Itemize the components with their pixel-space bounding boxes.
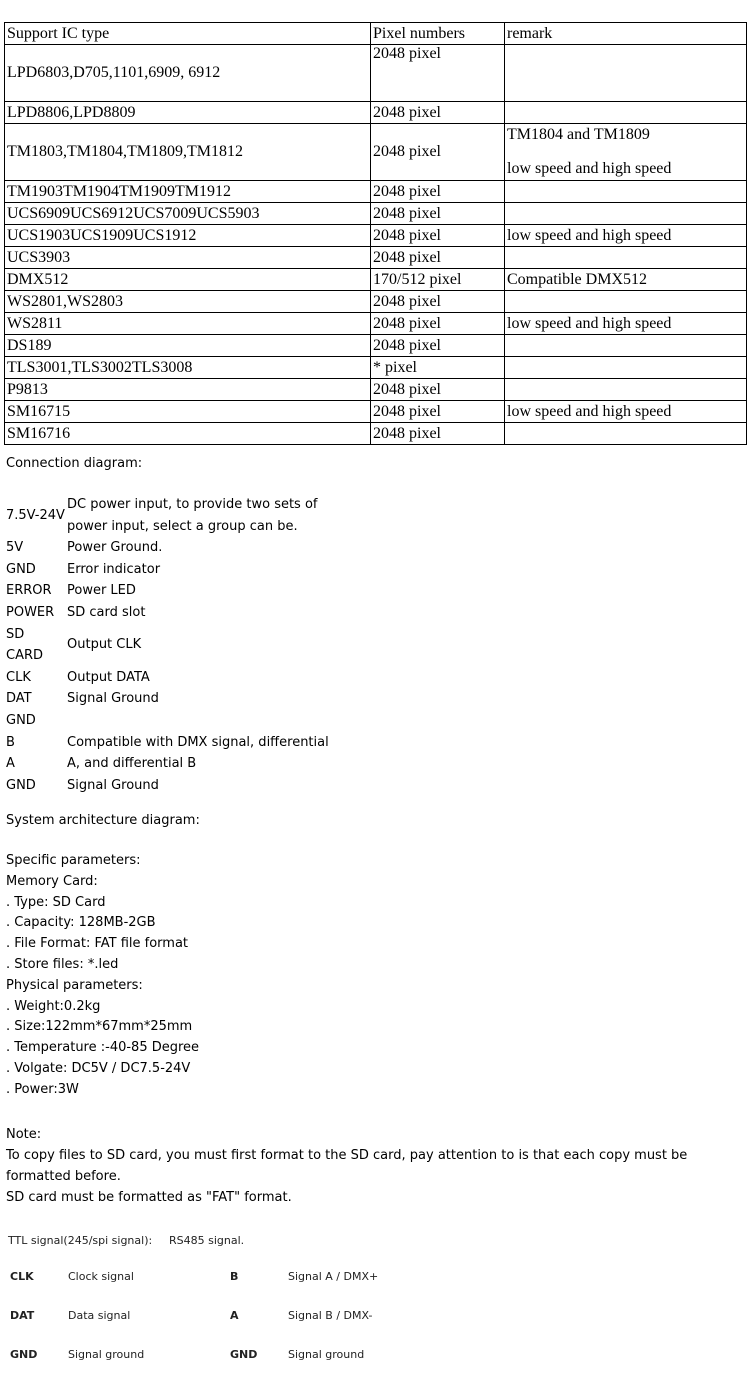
ic-support-table [4, 22, 747, 445]
pixels-cell: 2048 pixel [371, 379, 505, 401]
params-line: . Type: SD Card [6, 894, 106, 910]
connection-key: B [6, 734, 15, 750]
connection-desc: SD card slot [67, 604, 146, 620]
connection-key: ERROR [6, 583, 52, 599]
note-section [6, 1124, 726, 1208]
ic-cell: WS2801,WS2803 [5, 291, 371, 313]
params-line: . Store files: *.led [6, 956, 119, 972]
ic-cell: LPD6803,D705,1101,6909, 6912 [5, 45, 371, 102]
signal-key: CLK [10, 1270, 34, 1283]
pixels-cell: 2048 pixel [371, 401, 505, 423]
params-heading: Specific parameters: [6, 853, 141, 868]
remark-cell [505, 379, 747, 401]
connection-row [6, 537, 329, 559]
connection-desc: Compatible with DMX signal, differential [67, 734, 329, 750]
table-row [5, 181, 747, 203]
table-row [5, 124, 747, 181]
connection-row-sd-card [6, 624, 329, 667]
ic-cell: TM1903TM1904TM1909TM1912 [5, 181, 371, 203]
ic-cell: LPD8806,LPD8809 [5, 102, 371, 124]
signal-key: DAT [10, 1309, 35, 1322]
remark-cell: low speed and high speed [505, 225, 747, 247]
params-line: . Capacity: 128MB-2GB [6, 915, 156, 931]
note-title: Note: [6, 1127, 42, 1142]
pixels-cell: 170/512 pixel [371, 269, 505, 291]
signal-desc: Signal ground [68, 1348, 145, 1361]
connection-row-power-input [6, 494, 329, 537]
signal-key: B [230, 1270, 239, 1283]
table-row [5, 313, 747, 335]
remark-cell [505, 45, 747, 102]
ic-cell: SM16715 [5, 401, 371, 423]
table-row [5, 203, 747, 225]
params-line: . Temperature :-40-85 Degree [6, 1040, 200, 1056]
params-line: . Weight:0.2kg [6, 998, 101, 1014]
remark-cell [505, 124, 747, 181]
connection-desc-line-1: DC power input, to provide two sets of [67, 497, 318, 512]
remark-line-2: low speed and high speed [507, 160, 672, 177]
connection-key: GND [6, 777, 36, 793]
remark-cell [505, 247, 747, 269]
connection-key: CARD [6, 648, 44, 664]
connection-row [6, 775, 329, 797]
note-text: To copy files to SD card, you must first format to the SD card, pay attention to is that each copy must be formatted before. [6, 1148, 688, 1184]
connection-key: POWER [6, 604, 55, 620]
table-row [5, 247, 747, 269]
ic-cell: TM1803,TM1804,TM1809,TM1812 [5, 124, 371, 181]
ic-cell: UCS6909UCS6912UCS7009UCS5903 [5, 203, 371, 225]
pixels-cell: 2048 pixel [371, 124, 505, 181]
header-pixel-numbers: Pixel numbers [371, 23, 505, 45]
pixels-cell: 2048 pixel [371, 313, 505, 335]
params-line: . Size:122mm*67mm*25mm [6, 1019, 193, 1035]
table-row [5, 291, 747, 313]
pixels-cell: 2048 pixel [371, 225, 505, 247]
connection-row [6, 580, 329, 602]
pixels-cell: 2048 pixel [371, 423, 505, 445]
signal-desc: Data signal [68, 1309, 131, 1322]
table-row [5, 357, 747, 379]
params-line: . Power:3W [6, 1081, 79, 1097]
ic-cell: P9813 [5, 379, 371, 401]
signal-desc: Signal B / DMX- [288, 1309, 373, 1322]
ic-cell: DMX512 [5, 269, 371, 291]
signal-desc: Clock signal [68, 1270, 134, 1283]
connection-desc: Signal Ground [67, 777, 159, 793]
connection-key: CLK [6, 669, 31, 685]
pixels-cell: 2048 pixel [371, 45, 505, 102]
table-row [5, 423, 747, 445]
connection-desc: Error indicator [67, 561, 161, 577]
remark-cell [505, 423, 747, 445]
params-line: . File Format: FAT file format [6, 936, 189, 952]
connection-desc: Output CLK [67, 637, 142, 653]
connection-desc: A, and differential B [67, 756, 197, 772]
specific-parameters [6, 851, 199, 1101]
signal-key: GND [230, 1348, 258, 1361]
pixels-cell: 2048 pixel [371, 335, 505, 357]
connection-key: SD [6, 626, 25, 642]
pixels-cell: * pixel [371, 357, 505, 379]
connection-key: GND [6, 561, 36, 577]
signal-key: GND [10, 1348, 38, 1361]
pixels-cell: 2048 pixel [371, 102, 505, 124]
params-subheading: Memory Card: [6, 873, 98, 889]
pixels-cell: 2048 pixel [371, 203, 505, 225]
ic-cell: UCS3903 [5, 247, 371, 269]
table-row [5, 102, 747, 124]
connection-key: GND [6, 712, 36, 728]
ic-cell: SM16716 [5, 423, 371, 445]
connection-desc: Power LED [67, 583, 136, 599]
connection-key: 7.5V-24V [6, 507, 65, 523]
remark-cell: Compatible DMX512 [505, 269, 747, 291]
table-header-row [5, 23, 747, 45]
table-row [5, 379, 747, 401]
ic-cell: UCS1903UCS1909UCS1912 [5, 225, 371, 247]
remark-cell [505, 102, 747, 124]
ttl-signal-header: TTL signal(245/spi signal): [8, 1234, 153, 1247]
remark-line-1: TM1804 and TM1809 [507, 126, 650, 143]
remark-cell [505, 291, 747, 313]
table-row [5, 335, 747, 357]
connection-desc-line-2: power input, select a group can be. [67, 518, 298, 534]
connection-row [6, 732, 329, 754]
note-text: SD card must be formatted as "FAT" format. [6, 1190, 292, 1205]
connection-desc: Signal Ground [67, 691, 159, 707]
params-subheading: Physical parameters: [6, 977, 143, 993]
remark-cell: low speed and high speed [505, 313, 747, 335]
pixels-cell: 2048 pixel [371, 291, 505, 313]
connection-list [6, 494, 329, 796]
connection-desc: Power Ground. [67, 540, 163, 556]
remark-cell [505, 203, 747, 225]
params-line: . Volgate: DC5V / DC7.5-24V [6, 1060, 191, 1076]
table-row [5, 269, 747, 291]
connection-row [6, 688, 329, 710]
ic-cell: WS2811 [5, 313, 371, 335]
ic-cell: TLS3001,TLS3002TLS3008 [5, 357, 371, 379]
pixels-cell: 2048 pixel [371, 247, 505, 269]
remark-cell [505, 335, 747, 357]
connection-key: 5V [6, 540, 24, 556]
rs485-signal-header: RS485 signal. [169, 1234, 245, 1247]
signal-desc: Signal A / DMX+ [288, 1270, 379, 1283]
table-row [5, 225, 747, 247]
header-remark: remark [505, 23, 747, 45]
header-ic-type: Support IC type [5, 23, 371, 45]
connection-row [6, 710, 329, 732]
signal-key: A [230, 1309, 239, 1322]
connection-key: DAT [6, 691, 32, 707]
connection-row [6, 602, 329, 624]
connection-desc: Output DATA [67, 669, 150, 685]
remark-cell [505, 357, 747, 379]
connection-key: A [6, 756, 15, 772]
table-row [5, 401, 747, 423]
pixels-cell: 2048 pixel [371, 181, 505, 203]
remark-cell: low speed and high speed [505, 401, 747, 423]
signal-desc: Signal ground [288, 1348, 365, 1361]
system-architecture-title: System architecture diagram: [6, 813, 200, 828]
table-row [5, 45, 747, 102]
ic-cell: DS189 [5, 335, 371, 357]
connection-row [6, 559, 329, 581]
connection-diagram-title: Connection diagram: [6, 456, 143, 471]
connection-row [6, 667, 329, 689]
connection-row [6, 753, 329, 775]
remark-cell [505, 181, 747, 203]
